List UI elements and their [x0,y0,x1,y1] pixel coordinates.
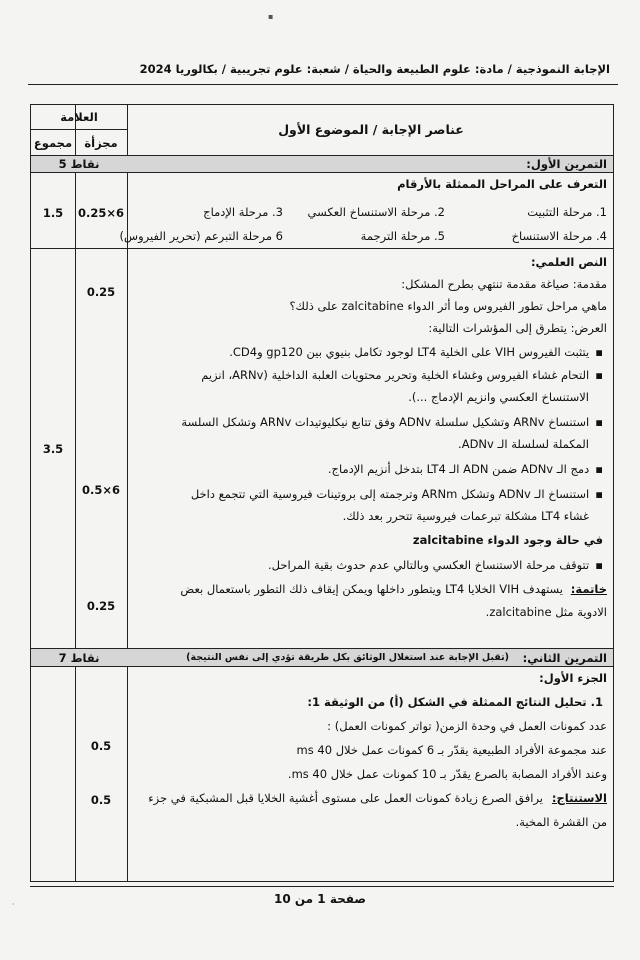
stage-3: 3. مرحلة الإدماج [203,205,283,219]
ex2-points: 7 نقاط [58,651,100,665]
bullet-4: ▪ دمج الـ ADNv ضمن ADN الـ LT4 بتدخل أنزيم الإدماج. [328,462,603,476]
q1-bottom-rule [31,248,613,249]
ex2-line-2: عند مجموعة الأفراد الطبيعية يقدّر بـ 6 كمونات عمل خلال 40 ms [296,743,607,757]
ex2-mark-1: 0.5 [90,739,112,753]
ex2-conclusion-cont: من القشرة المخية. [515,815,607,829]
ex1-q1-title: التعرف على المراحل الممثلة بالأرقام [397,177,607,191]
bullet-6: ▪ تتوقف مرحلة الاستنساخ العكسي وبالتالي عدم حدوث بقية المراحل. [268,558,603,572]
sci-text-title: النص العلمي: [530,255,607,269]
scan-mark: ▪ [268,12,274,21]
part-header: مجزأة [84,136,118,150]
bullet-3: ▪ استنساخ ARNv وتشكيل سلسلة ADNv وفق تتابع نيكليوتيدات ARNv وتشكل السلسة [181,415,603,429]
stage-5: 5. مرحلة الترجمة [360,229,445,243]
ex1-points: 5 نقاط [58,157,100,171]
bullet-5-cont: غشاء LT4 مشكلة تبرعمات فيروسية تتحرر بعد ذلك. [342,509,589,523]
ex2-title: التمرين الثاني: [522,651,607,665]
ex2-line-3: وعند الأفراد المصابة بالصرع يقدّر بـ 10 كمونات عمل خلال 40 ms. [287,767,607,781]
total-header: مجموع [33,136,73,150]
body-line: العرض: يتطرق إلى المؤشرات التالية: [428,321,607,335]
footer-rule [30,886,614,887]
table-title: عناصر الإجابة / الموضوع الأول [278,122,464,137]
stage-2: 2. مرحلة الاستنساخ العكسي [307,205,445,219]
ex1-title: التمرين الأول: [526,157,607,171]
page-number: صفحة 1 من 10 [274,892,366,906]
q1-part-mark: 0.25×6 [77,206,124,220]
bullet-3-cont: المكملة لسلسلة الـ ADNv. [458,437,589,451]
ex2-conclusion-label: الاستنتاج: [551,791,607,805]
drug-case: في حالة وجود الدواء zalcitabine [412,533,603,547]
stage-4: 4. مرحلة الاستنساخ [511,229,607,243]
ex2-line-1: عدد كمونات العمل في وحدة الزمن( تواتر كمونات العمل) : [327,719,607,733]
conclusion-mark: 0.25 [86,599,116,613]
intro-mark: 0.25 [86,285,116,299]
conclusion-line: يستهدف VIH الخلايا LT4 ويتطور داخلها ويمكن إيقاف ذلك التطور باستعمال بعض [180,582,563,596]
ex2-mark-2: 0.5 [90,793,112,807]
ex1-text-total: 3.5 [42,442,64,456]
ex2-conclusion-line: يرافق الصرع زيادة كمونات العمل على مستوى أغشية الخلايا قبل المشبكية في جزء [148,791,543,805]
conclusion-label: خاتمة: [570,582,607,596]
bullet-5: ▪ استنساخ الـ ADNv وتشكل ARNm وترجمته إلى بروتينات فيروسية التي تتجمع داخل [191,487,603,501]
part1-title: الجزء الأول: [539,671,607,685]
bullet-1: ▪ يتثبت الفيروس VIH على الخلية LT4 لوجود تكامل بنيوي بين gp120 وCD4. [229,345,603,359]
col-divider-part [127,105,128,881]
grade-header: العلامة [60,110,98,124]
body-mark: 0.5×6 [81,483,120,497]
scan-mark-bottom: · [12,900,15,909]
header-rule [28,84,618,85]
answer-table [30,104,614,882]
ex2-note: (تقبل الإجابة عند استغلال الوثائق بكل طريقة تؤدي إلى نفس النتيجة) [186,652,509,663]
page-header: الإجابة النموذجية / مادة: علوم الطبيعة والحياة / شعبة: علوم تجريبية / بكالوريا 2024 [139,62,610,76]
q1-total-mark: 1.5 [42,206,64,220]
bullet-2: ▪ التحام غشاء الفيروس وغشاء الخلية وتحرير محتويات العلبة الداخلية (ARNv، انزيم [201,368,603,382]
ex2-q1: 1. تحليل النتائج الممثلة في الشكل (أ) من الوثيقة 1: [307,695,603,709]
intro-line: مقدمة: صياغة مقدمة تنتهي بطرح المشكل: [401,277,607,291]
problem-line: ماهي مراحل تطور الفيروس وما أثر الدواء zalcitabine على ذلك؟ [289,299,607,313]
conclusion-cont: الادوية مثل zalcitabine. [485,605,607,619]
grade-header-rule [31,129,127,130]
stage-6: 6 مرحلة التبرعم (تحرير الفيروس) [119,229,283,243]
stage-1: 1. مرحلة التثبيت [527,205,607,219]
bullet-2-cont: الاستنساخ العكسي وانزيم الإدماج ...). [408,390,589,404]
